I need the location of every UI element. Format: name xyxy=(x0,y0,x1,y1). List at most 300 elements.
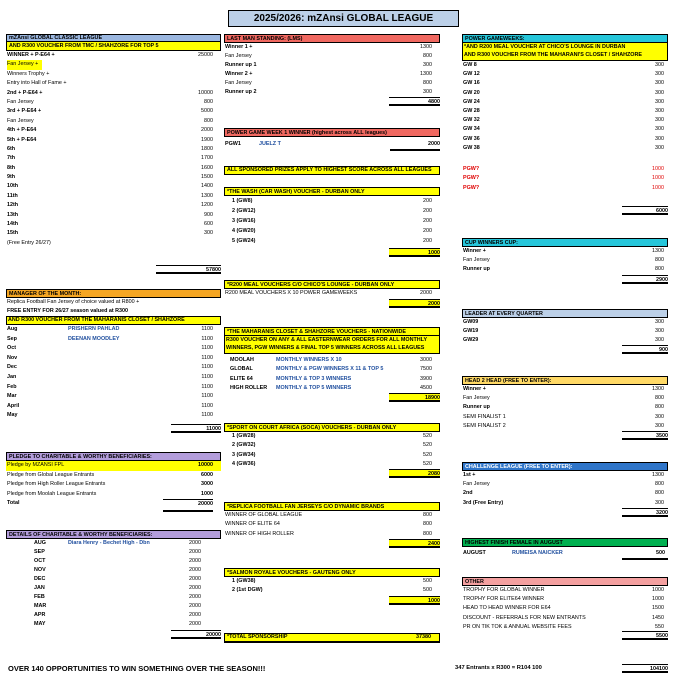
soca-value: 520 xyxy=(423,451,432,458)
details-value: 2000 xyxy=(189,540,201,546)
details-row xyxy=(6,575,221,584)
cup-row xyxy=(462,265,668,274)
salmon-value: 500 xyxy=(423,578,432,584)
power-pgw-row xyxy=(462,174,668,184)
classic-value: 1300 xyxy=(201,192,213,199)
power-value: 300 xyxy=(655,144,664,151)
details-label: NOV xyxy=(34,567,46,573)
quarter-row xyxy=(462,318,668,327)
salmon-label: 1 (GW38) xyxy=(232,578,256,584)
other-label: TROPHY FOR GLOBAL WINNER xyxy=(463,587,545,593)
classic-value: 10000 xyxy=(198,89,213,96)
other-value: 1450 xyxy=(652,614,664,621)
wash-label: 4 (GW20) xyxy=(232,228,256,234)
power-label: GW 34 xyxy=(463,126,480,133)
classic-row xyxy=(6,60,221,69)
pgw1-block xyxy=(224,128,440,149)
details-value: 2000 xyxy=(189,585,201,591)
pledge-row xyxy=(6,461,221,471)
other-header: OTHER xyxy=(462,577,668,586)
wash-row xyxy=(224,226,440,236)
pledge-label: Total xyxy=(7,500,20,507)
replica-label: WINNER OF ELITE 64 xyxy=(225,521,280,528)
details-label: DEC xyxy=(34,576,46,582)
classic-label: Fan Jersey xyxy=(7,117,34,124)
quarter-value: 300 xyxy=(655,328,664,335)
soca-label: 4 (GW36) xyxy=(232,460,256,467)
total-sponsorship-label: *TOTAL SPONSORSHIP xyxy=(227,634,288,640)
quarter-label: GW29 xyxy=(463,337,479,344)
details-row xyxy=(6,557,221,566)
classic-label: Fan Jersey xyxy=(7,98,34,105)
maharani-detail: MONTHLY & PGW WINNERS X 11 & TOP 5 xyxy=(276,366,384,373)
chicos-total: 2000 xyxy=(389,299,440,308)
lms-label: Winner 1 + xyxy=(225,44,253,50)
classic-label: 4th + P-E64 xyxy=(7,127,37,134)
maharani-value: 3000 xyxy=(420,357,432,363)
lms-label: Winner 2 + xyxy=(225,71,253,77)
pledge-row xyxy=(6,490,221,500)
classic-row xyxy=(6,164,221,173)
classic-row xyxy=(6,70,221,79)
pledge-row xyxy=(6,499,221,509)
maharani-row xyxy=(224,365,440,374)
soca-rows xyxy=(224,432,440,469)
classic-value: 1400 xyxy=(201,183,213,190)
details-value: 2000 xyxy=(189,603,201,609)
classic-value: 900 xyxy=(204,211,213,218)
manager-line-2: FREE ENTRY FOR 26/27 season valued at R300 xyxy=(7,308,129,314)
manager-value: 1100 xyxy=(201,373,213,380)
pledge-label: Pledge from High Roller League Entrants xyxy=(7,481,106,488)
details-row xyxy=(6,539,221,548)
soca-label: 2 (GW32) xyxy=(232,442,256,449)
other-label: HEAD TO HEAD WINNER FOR E64 xyxy=(463,605,551,612)
other-row xyxy=(462,595,668,604)
lms-value: 300 xyxy=(423,62,432,68)
power-label: GW 28 xyxy=(463,107,480,114)
details-value: 2000 xyxy=(189,594,201,600)
power-label: GW 12 xyxy=(463,71,480,78)
classic-label: 7th xyxy=(7,155,16,162)
power-value: 300 xyxy=(655,107,664,114)
pledge-label: Pledge from Global League Entrants xyxy=(7,471,95,478)
power-row xyxy=(462,135,668,144)
classic-row xyxy=(6,173,221,182)
quarter-total: 900 xyxy=(622,345,668,354)
cup-label: Runner up xyxy=(463,266,490,273)
female-block xyxy=(462,538,668,558)
maharani-line-1: R300 VOUCHER ON ANY & ALL EASTERNWEAR ORDERS FOR ALL MONTHLY xyxy=(226,337,428,343)
manager-row xyxy=(6,325,221,335)
quarter-block xyxy=(462,309,668,353)
soca-total: 2080 xyxy=(389,469,440,478)
replica-header: *REPLICA FOOTBALL FAN JERSEYS C/O DYNAMIC BRANDS xyxy=(224,502,440,511)
classic-label: 3rd + P-E64 + xyxy=(7,108,42,115)
replica-value: 800 xyxy=(423,512,432,518)
pledge-label: Pledge by MZANSI FPL xyxy=(7,462,65,468)
pledge-block xyxy=(6,452,221,509)
manager-label: Aug xyxy=(7,326,18,332)
classic-row xyxy=(6,220,221,229)
manager-label: May xyxy=(7,412,18,419)
power-row xyxy=(462,61,668,70)
classic-label: 14th xyxy=(7,221,19,228)
maharani-row xyxy=(224,356,440,365)
page-title: 2025/2026: mZAnsi GLOBAL LEAGUE xyxy=(228,10,459,27)
maharani-detail: MONTHLY WINNERS X 10 xyxy=(276,357,342,363)
other-total: 5500 xyxy=(622,631,668,640)
power-value: 300 xyxy=(655,89,664,96)
power-label: GW 32 xyxy=(463,117,480,124)
power-pgw-label: PGW? xyxy=(463,175,480,182)
wash-row xyxy=(224,236,440,246)
power-row xyxy=(462,79,668,88)
details-label: MAY xyxy=(34,621,46,627)
h2h-label: Runner up xyxy=(463,404,490,411)
details-row xyxy=(6,584,221,593)
replica-label: WINNER OF HIGH ROLLER xyxy=(225,530,294,537)
chicos-line: R200 MEAL VOUCHERS X 10 POWER GAMEWEEKS xyxy=(225,290,358,296)
other-value: 1500 xyxy=(652,605,664,612)
power-header: POWER GAMEWEEKS: xyxy=(462,34,668,43)
h2h-header: HEAD 2 HEAD (FREE TO ENTER): xyxy=(462,376,668,385)
chicos-header: *R200 MEAL VOUCHERS C/O CHICO'S LOUNGE - DURBAN ONLY xyxy=(224,280,440,289)
power-rows xyxy=(462,61,668,153)
quarter-header: LEADER AT EVERY QUARTER xyxy=(462,309,668,318)
female-month: AUGUST xyxy=(463,550,486,556)
challenge-row xyxy=(462,489,668,498)
manager-label: Feb xyxy=(7,383,17,390)
details-row xyxy=(6,602,221,611)
quarter-label: GW19 xyxy=(463,328,479,335)
lms-rows xyxy=(224,43,440,97)
lms-header: LAST MAN STANDING: (LMS) xyxy=(224,34,440,43)
power-block xyxy=(462,34,668,214)
soca-label: 1 (GW28) xyxy=(232,433,256,439)
classic-league-header: mZAnsi GLOBAL CLASSIC LEAGUE xyxy=(6,34,221,42)
lms-label: Fan Jersey xyxy=(225,80,252,86)
power-pgw-label: PGW? xyxy=(463,184,480,191)
lms-value: 1300 xyxy=(420,71,432,77)
salmon-value: 500 xyxy=(423,587,432,594)
challenge-total: 3200 xyxy=(622,508,668,517)
power-total: 6000 xyxy=(622,206,668,215)
details-row xyxy=(6,611,221,620)
classic-value: 300 xyxy=(204,230,213,237)
classic-value: 1500 xyxy=(201,174,213,181)
salmon-label: 2 (1st DGW) xyxy=(232,587,263,594)
classic-value: 800 xyxy=(204,117,213,124)
details-block xyxy=(6,530,221,638)
pledge-value: 6000 xyxy=(201,471,213,478)
manager-label: Mar xyxy=(7,393,17,400)
pgw1-label: PGW1 xyxy=(225,141,241,147)
classic-league-subheader: AND R300 VOUCHER FROM TMC / SHAHZORE FOR TOP 5 xyxy=(6,42,221,51)
challenge-row xyxy=(462,480,668,489)
quarter-value: 300 xyxy=(655,319,664,325)
h2h-value: 800 xyxy=(655,404,664,411)
soca-row xyxy=(224,432,440,441)
challenge-value: 300 xyxy=(655,499,664,506)
soca-value: 520 xyxy=(423,433,432,439)
classic-value: 800 xyxy=(204,98,213,105)
classic-label: 11th xyxy=(7,192,18,199)
cup-label: Winner + xyxy=(463,248,486,254)
h2h-value: 300 xyxy=(655,413,664,420)
classic-row xyxy=(6,79,221,88)
maharani-label: MOOLAH xyxy=(230,357,254,363)
pgw1-winner-name: JUELZ T xyxy=(259,141,281,147)
classic-label: (Free Entry 26/27) xyxy=(7,239,51,246)
challenge-label: 3rd (Free Entry) xyxy=(463,499,504,506)
manager-header: MANAGER OF THE MONTH: xyxy=(6,289,221,298)
power-value: 300 xyxy=(655,117,664,124)
classic-rows xyxy=(6,51,221,248)
salmon-rows xyxy=(224,577,440,596)
other-value: 1000 xyxy=(652,596,664,603)
classic-label: WINNER + P-E64 + xyxy=(7,52,55,58)
soca-header: *SPORT ON COURT AFRICA (SOCA) VOUCHERS - DURBAN ONLY xyxy=(224,423,440,432)
cup-value: 800 xyxy=(655,266,664,273)
other-rows xyxy=(462,586,668,632)
classic-row xyxy=(6,107,221,116)
replica-row xyxy=(224,520,440,529)
power-value: 300 xyxy=(655,98,664,105)
power-pgw-label: PGW? xyxy=(463,165,480,172)
classic-row xyxy=(6,117,221,126)
details-row xyxy=(6,548,221,557)
classic-label: Fan Jersey + xyxy=(7,60,42,69)
maharani-row xyxy=(224,384,440,393)
total-sponsorship xyxy=(224,633,440,643)
classic-value: 2000 xyxy=(201,127,213,134)
details-rows xyxy=(6,539,221,629)
soca-row xyxy=(224,441,440,450)
details-label: AUG xyxy=(34,540,46,546)
classic-row xyxy=(6,201,221,210)
manager-value: 1100 xyxy=(201,402,213,409)
challenge-label: Fan Jersey xyxy=(463,481,490,488)
manager-line-1: Replica Football Fan Jersey of choice valued at R800 + xyxy=(7,299,140,305)
replica-total: 2400 xyxy=(389,539,440,548)
h2h-row xyxy=(462,385,668,394)
soca-label: 3 (GW34) xyxy=(232,451,256,458)
maharani-label: HIGH ROLLER xyxy=(230,384,268,391)
pledge-header: PLEDGE TO CHARITABLE & WORTHY BENEFICIARIES: xyxy=(6,452,221,461)
classic-value: 600 xyxy=(204,221,213,228)
details-value: 2000 xyxy=(189,621,201,627)
manager-label: Sep xyxy=(7,335,17,342)
challenge-header: CHALLENGE LEAGUE (FREE TO ENTER): xyxy=(462,462,668,471)
manager-value: 1100 xyxy=(201,364,213,371)
classic-row xyxy=(6,211,221,220)
female-header: HIGHEST FINISH FEMALE IN AUGUST xyxy=(462,538,668,547)
power-row xyxy=(462,125,668,134)
power-value: 300 xyxy=(655,126,664,133)
manager-rows xyxy=(6,325,221,421)
pledge-value: 20000 xyxy=(163,499,213,512)
lms-row xyxy=(224,79,440,88)
challenge-value: 800 xyxy=(655,490,664,497)
details-value: 2000 xyxy=(189,576,201,582)
soca-row xyxy=(224,451,440,460)
wash-label: 2 (GW12) xyxy=(232,208,256,214)
power-pgw-value: 1000 xyxy=(652,165,664,172)
footer-opportunities: OVER 140 OPPORTUNITIES TO WIN SOMETHING OVER THE SEASON!!! xyxy=(8,664,266,673)
details-header: DETAILS OF CHARITABLE & WORTHY BENEFICIARIES: xyxy=(6,530,221,539)
power-label: GW 24 xyxy=(463,98,480,105)
other-block xyxy=(462,577,668,639)
h2h-block xyxy=(462,376,668,439)
maharani-total: 18900 xyxy=(389,393,440,402)
power-value: 300 xyxy=(655,62,664,68)
h2h-value: 800 xyxy=(655,395,664,402)
power-label: GW 20 xyxy=(463,89,480,96)
classic-row xyxy=(6,229,221,238)
manager-row xyxy=(6,363,221,373)
power-row xyxy=(462,98,668,107)
classic-row xyxy=(6,89,221,98)
power-row xyxy=(462,116,668,125)
replica-label: WINNER OF GLOBAL LEAGUE xyxy=(225,512,303,518)
pledge-value: 3000 xyxy=(201,481,213,488)
other-label: TROPHY FOR ELITE64 WINNER xyxy=(463,596,545,603)
classic-row xyxy=(6,239,221,248)
manager-value: 1100 xyxy=(201,345,213,352)
cup-block xyxy=(462,238,668,283)
wash-row xyxy=(224,196,440,206)
manager-value: 1100 xyxy=(201,335,213,342)
quarter-rows xyxy=(462,318,668,346)
cup-value: 800 xyxy=(655,257,664,264)
manager-value: 1100 xyxy=(201,412,213,419)
salmon-row xyxy=(224,586,440,595)
manager-value: 1100 xyxy=(201,383,213,390)
wash-value: 200 xyxy=(423,238,432,244)
cup-rows xyxy=(462,247,668,275)
classic-league-block xyxy=(6,34,221,273)
power-pgw-value: 1000 xyxy=(652,175,664,182)
wash-label: 1 (GW8) xyxy=(232,198,253,204)
power-row xyxy=(462,144,668,153)
challenge-label: 2nd xyxy=(463,490,473,497)
replica-row xyxy=(224,530,440,539)
maharani-rows xyxy=(224,356,440,393)
lms-label: Runner up 1 xyxy=(225,62,257,68)
manager-row xyxy=(6,344,221,354)
maharani-value: 3900 xyxy=(420,375,432,382)
manager-label: Nov xyxy=(7,354,18,361)
classic-row xyxy=(6,136,221,145)
power-pgw-row xyxy=(462,165,668,175)
cup-row xyxy=(462,247,668,256)
footer-entrants: 347 Entrants x R300 = R104 100 xyxy=(455,665,542,671)
power-row xyxy=(462,89,668,98)
details-row xyxy=(6,620,221,629)
h2h-value: 300 xyxy=(655,422,664,429)
wash-label: 3 (GW16) xyxy=(232,218,256,224)
soca-row xyxy=(224,460,440,469)
other-label: PR ON TIK TOK & ANNUAL WEBSITE FEES xyxy=(463,623,572,630)
classic-value: 1900 xyxy=(201,136,213,143)
other-row xyxy=(462,614,668,623)
salmon-block xyxy=(224,568,440,604)
pledge-label: Pledge from Moolah League Entrants xyxy=(7,490,97,497)
details-label: MAR xyxy=(34,603,47,609)
h2h-value: 1300 xyxy=(652,386,664,392)
manager-row xyxy=(6,411,221,421)
other-row xyxy=(462,604,668,613)
challenge-block xyxy=(462,462,668,516)
h2h-label: SEMI FINALIST 2 xyxy=(463,422,506,429)
h2h-rows xyxy=(462,385,668,431)
replica-value: 800 xyxy=(423,530,432,537)
soca-block xyxy=(224,423,440,477)
quarter-label: GW09 xyxy=(463,319,479,325)
classic-value: 1700 xyxy=(201,155,213,162)
salmon-header: *SALMON ROYALE VOUCHERS - GAUTENG ONLY xyxy=(224,568,440,577)
h2h-row xyxy=(462,422,668,431)
wash-header: *THE WASH (CAR WASH) VOUCHER - DURBAN ONLY xyxy=(224,187,440,196)
details-value: 2000 xyxy=(189,612,201,618)
classic-label: 13th xyxy=(7,211,19,218)
h2h-row xyxy=(462,403,668,412)
power-pgw-rows xyxy=(462,165,668,194)
maharani-label: GLOBAL xyxy=(230,366,253,373)
female-value: 500 xyxy=(622,549,668,560)
manager-block xyxy=(6,289,221,432)
replica-row xyxy=(224,511,440,520)
lms-row xyxy=(224,61,440,70)
classic-value: 1600 xyxy=(201,164,213,171)
chicos-block xyxy=(224,280,440,307)
maharani-value: 4500 xyxy=(420,384,432,391)
h2h-label: SEMI FINALIST 1 xyxy=(463,413,506,420)
maharani-block xyxy=(224,327,440,401)
replica-rows xyxy=(224,511,440,539)
cup-label: Fan Jersey xyxy=(463,257,490,264)
classic-label: Entry into Hall of Fame + xyxy=(7,80,67,87)
maharani-header: *THE MAHARANIS CLOSET & SHAHZORE VOUCHERS - NATIONWIDE xyxy=(224,327,440,336)
classic-total: 57800 xyxy=(156,265,221,274)
lms-value: 300 xyxy=(423,89,432,95)
classic-row xyxy=(6,154,221,163)
wash-value: 200 xyxy=(423,228,432,234)
manager-detail: DEENAN MOODLEY xyxy=(68,335,120,342)
manager-row xyxy=(6,392,221,402)
lms-row xyxy=(224,52,440,61)
manager-value: 1100 xyxy=(201,354,213,361)
pledge-value: 1000 xyxy=(201,490,213,497)
wash-total: 1000 xyxy=(389,248,440,257)
classic-label: Winners Trophy + xyxy=(7,70,50,77)
h2h-total: 3500 xyxy=(622,431,668,440)
classic-label: 12th xyxy=(7,202,19,209)
classic-value: 1800 xyxy=(201,145,213,152)
pledge-row xyxy=(6,480,221,490)
details-value: 2000 xyxy=(189,549,201,555)
classic-label: 6th xyxy=(7,145,16,152)
h2h-label: Winner + xyxy=(463,386,486,392)
total-sponsorship-value: 37380 xyxy=(416,634,431,640)
salmon-row xyxy=(224,577,440,586)
classic-value: 1200 xyxy=(201,202,213,209)
manager-row xyxy=(6,373,221,383)
power-value: 300 xyxy=(655,135,664,142)
classic-row xyxy=(6,98,221,107)
lms-row xyxy=(224,88,440,97)
